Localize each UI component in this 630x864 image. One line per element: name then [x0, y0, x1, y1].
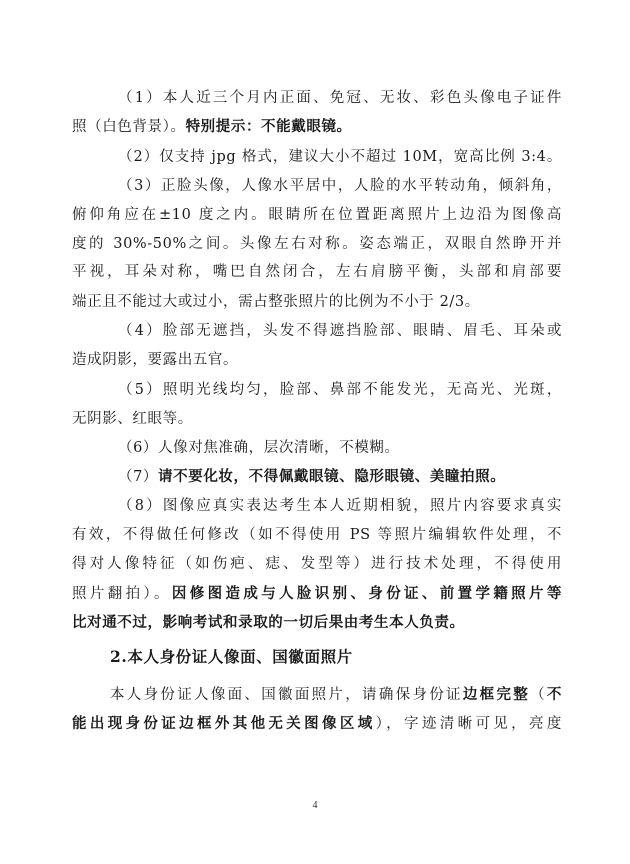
text-line: [72, 262, 562, 282]
text-line: [118, 321, 562, 341]
text-run: 平视，耳朵对称，嘴巴自然闭合，左右肩膀平衡，头部和肩部要: [72, 264, 562, 280]
text-run: 得对人像特征（如伤疤、痣、发型等）进行技术处理，不得使用: [72, 556, 562, 572]
text-run: （2）仅支持 jpg 格式，建议大小不超过 10M，宽高比例 3:4。: [118, 149, 562, 165]
text-line: [72, 409, 562, 429]
text-run: （3）正脸头像，人像水平居中，人脸的水平转动角，倾斜角，: [118, 178, 562, 194]
bold-text-run: 特别提示：不能戴眼镜。: [185, 118, 352, 135]
bold-text-run: 比对通不过，影响考试和录取的一切后果由考生本人负责。: [72, 614, 465, 631]
text-run: （: [530, 687, 547, 703]
text-line: [72, 554, 562, 574]
text-run: 俯仰角应在±10 度之内。眼睛所在位置距离照片上边沿为图像高: [72, 207, 562, 223]
bold-text-run: 不: [546, 686, 562, 703]
text-run: 照（白色背景）。: [72, 119, 186, 135]
text-line: [110, 685, 562, 705]
text-run: （4）脸部无遮挡，头发不得遮挡脸部、眼睛、眉毛、耳朵或: [118, 323, 562, 339]
bold-text-run: 因修图造成与人脸识别、身份证、前置学籍照片等: [171, 585, 562, 602]
bold-text-run: 能出现身份证边框外其他无关图像区域: [72, 715, 376, 732]
text-line: [72, 205, 562, 225]
text-run: ），字迹清晰可见，亮度: [375, 716, 562, 732]
text-line: [118, 176, 562, 196]
bold-text-run: 2.本人身份证人像面、国徽面照片: [110, 647, 353, 666]
text-line: [118, 496, 562, 516]
text-run: 无阴影、红眼等。: [72, 411, 193, 427]
text-line: [72, 613, 562, 633]
text-run: （7）: [118, 469, 159, 485]
text-line: [72, 234, 562, 254]
text-line: [118, 467, 562, 487]
text-run: （5）照明光线均匀，脸部、鼻部不能发光，无高光、光斑，: [118, 382, 562, 398]
bold-text-run: 请不要化妆，不得佩戴眼镜、隐形眼镜、美瞳拍照。: [158, 468, 506, 485]
text-run: （6）人像对焦准确，层次清晰，不模糊。: [118, 440, 400, 456]
text-line: [72, 584, 562, 604]
text-run: 照片翻拍）。: [72, 586, 172, 602]
text-line: [72, 292, 562, 312]
text-line: [72, 350, 562, 370]
text-line: [118, 438, 562, 458]
text-line: [118, 380, 562, 400]
text-run: （8）图像应真实表达考生本人近期相貌，照片内容要求真实: [118, 498, 562, 514]
text-run: 度的 30%-50%之间。头像左右对称。姿态端正，双眼自然睁开并: [72, 236, 562, 252]
text-line: [72, 117, 562, 137]
text-run: 端正且不能过大或过小，需占整张照片的比例为不小于 2/3。: [72, 294, 480, 310]
bold-text-run: 边框完整: [462, 686, 531, 703]
text-line: [72, 525, 562, 545]
text-line: [118, 88, 562, 108]
text-run: 造成阴影，要露出五官。: [72, 352, 239, 368]
text-line: [72, 714, 562, 734]
section-heading: [110, 647, 562, 667]
page-number: 4: [312, 800, 318, 811]
text-run: （1）本人近三个月内正面、免冠、无妆、彩色头像电子证件: [118, 90, 562, 106]
text-run: 本人身份证人像面、国徽面照片，请确保身份证: [110, 687, 463, 703]
text-line: [118, 147, 562, 167]
text-run: 有效，不得做任何修改（如不得使用 PS 等照片编辑软件处理，不: [72, 527, 562, 543]
